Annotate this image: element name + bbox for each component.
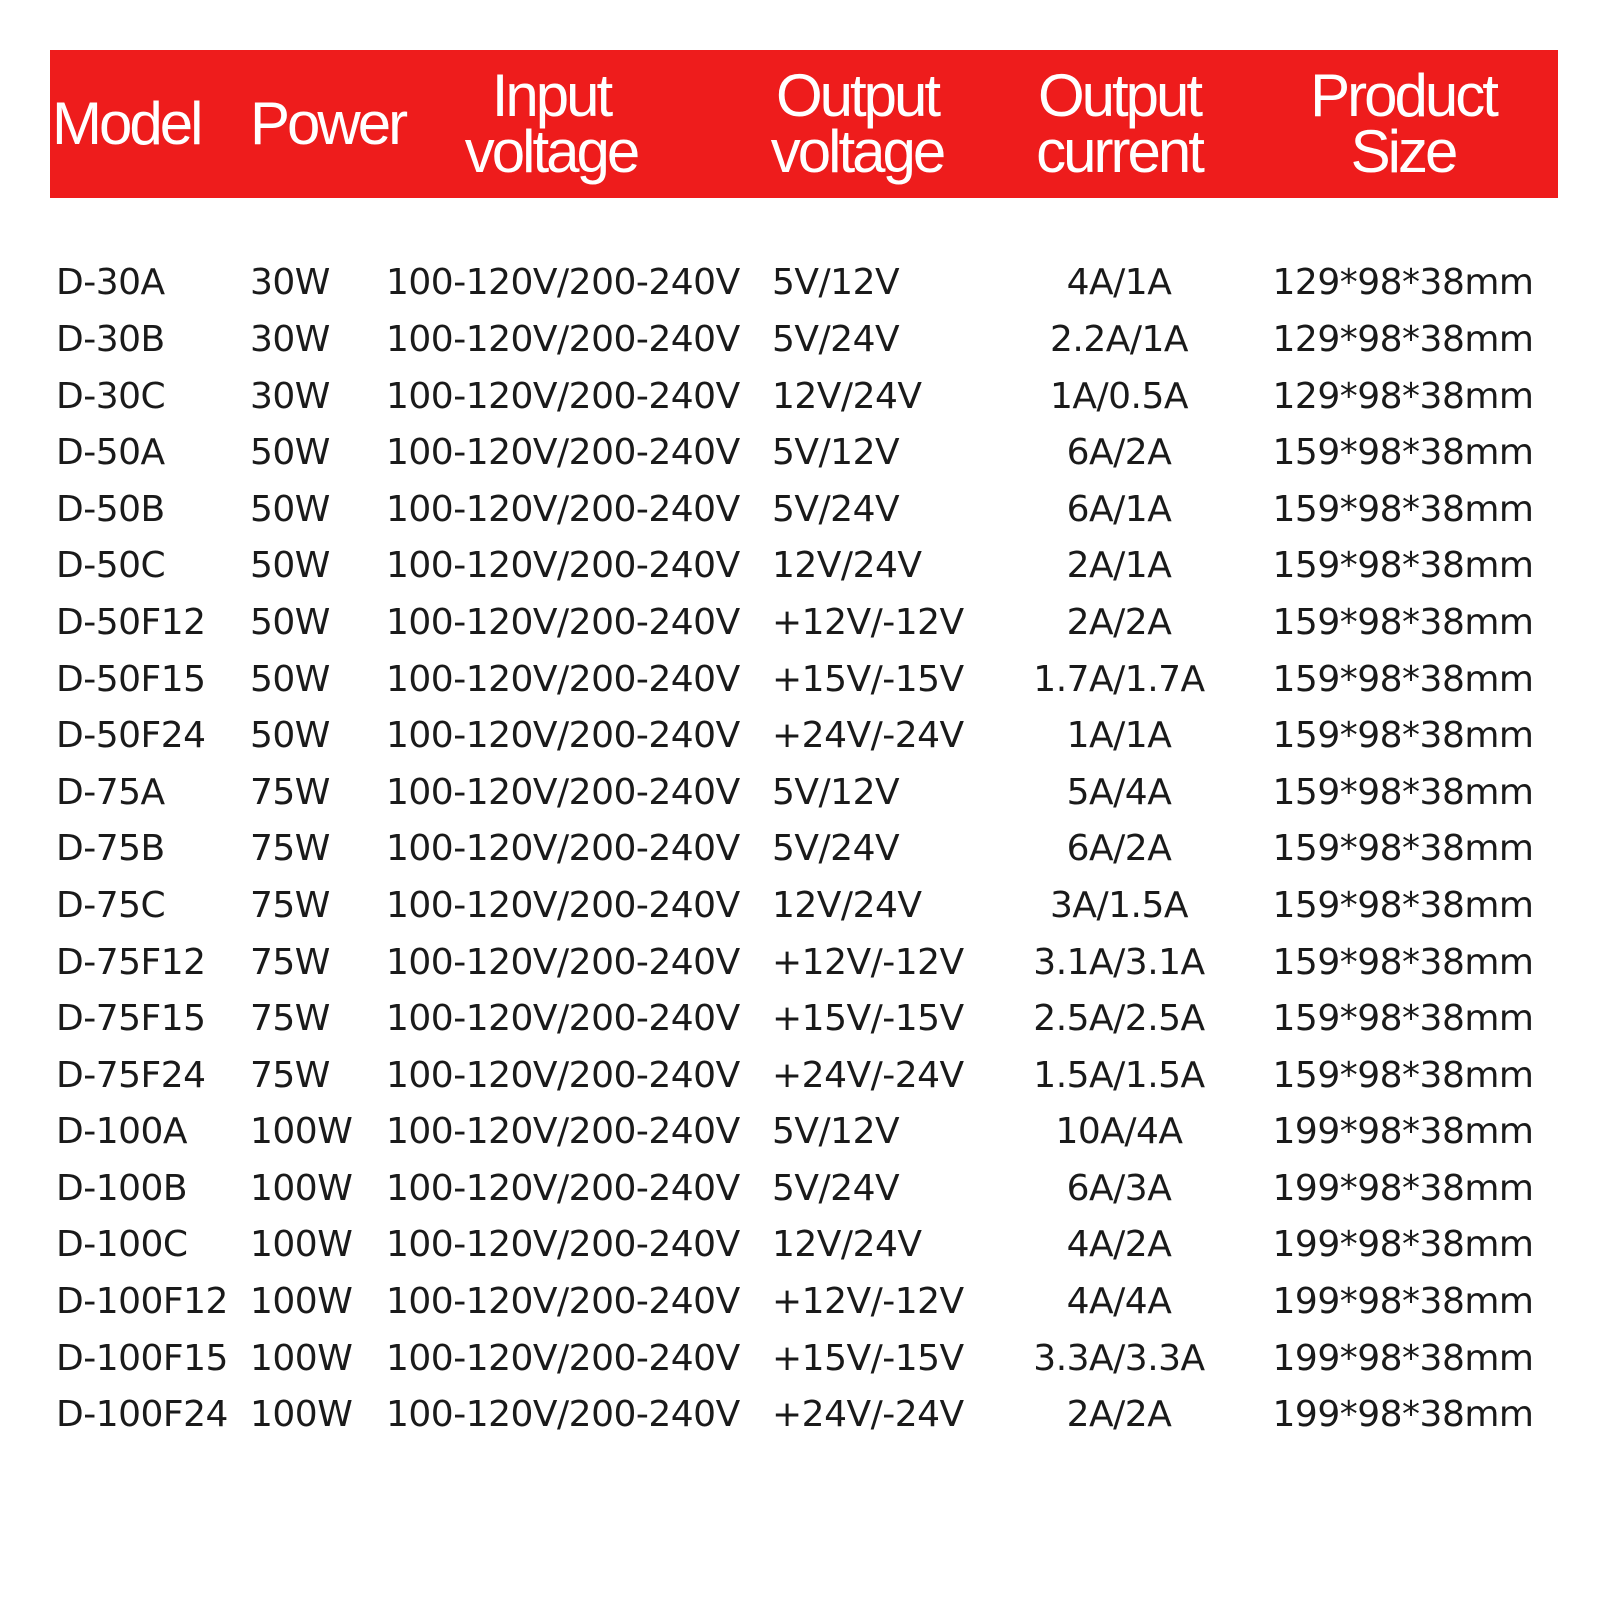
power-cell: 100W <box>250 1167 353 1209</box>
model-cell: D-30C <box>56 375 166 417</box>
product-size-cell: 199*98*38mm <box>1272 1281 1534 1323</box>
model-cell: D-75F15 <box>56 998 206 1040</box>
power-cell: 75W <box>250 771 330 813</box>
product-size-cell: 129*98*38mm <box>1272 318 1534 360</box>
table-row <box>50 764 1558 821</box>
product-size-cell: 159*98*38mm <box>1272 545 1534 587</box>
output-voltage-cell: 5V/24V <box>772 828 900 870</box>
output-voltage-cell: +15V/-15V <box>772 998 964 1040</box>
model-cell: D-50F15 <box>56 658 206 700</box>
output-voltage-cell: +12V/-12V <box>772 941 964 983</box>
output-current-cell: 3A/1.5A <box>1049 884 1189 926</box>
output-voltage-cell: 5V/12V <box>772 262 900 304</box>
power-cell: 100W <box>250 1224 353 1266</box>
output-current-cell: 1.7A/1.7A <box>1033 658 1205 700</box>
model-cell: D-30A <box>56 262 165 304</box>
spacer-cell <box>50 198 1558 255</box>
header-output-voltage <box>724 50 990 198</box>
table-row <box>50 1273 1558 1330</box>
model-cell: D-75F24 <box>56 1054 206 1096</box>
product-size-cell: 159*98*38mm <box>1272 828 1534 870</box>
power-cell: 50W <box>250 488 330 530</box>
output-current-cell: 5A/4A <box>1066 771 1172 813</box>
product-size-cell: 129*98*38mm <box>1272 375 1534 417</box>
product-size-cell: 129*98*38mm <box>1272 262 1534 304</box>
output-voltage-cell: 5V/24V <box>772 318 900 360</box>
table-body <box>50 198 1558 1443</box>
table-row <box>50 594 1558 651</box>
output-voltage-cell: 12V/24V <box>772 1224 922 1266</box>
input-voltage-cell: 100-120V/200-240V <box>386 545 740 587</box>
output-current-cell: 6A/2A <box>1066 828 1172 870</box>
power-cell: 50W <box>250 601 330 643</box>
output-current-cell: 2.5A/2.5A <box>1033 998 1205 1040</box>
model-cell: D-50B <box>56 488 165 530</box>
output-voltage-cell: +24V/-24V <box>772 1054 964 1096</box>
model-cell: D-100B <box>56 1167 188 1209</box>
power-cell: 75W <box>250 941 330 983</box>
power-cell: 100W <box>250 1281 353 1323</box>
output-current-cell: 2A/2A <box>1066 1394 1172 1436</box>
header-product-size <box>1248 50 1558 198</box>
power-cell: 100W <box>250 1111 353 1153</box>
product-size-cell: 159*98*38mm <box>1272 998 1534 1040</box>
model-cell: D-50C <box>56 545 166 587</box>
header-input-voltage-line1: Input <box>491 62 611 129</box>
output-current-cell: 6A/1A <box>1066 488 1172 530</box>
header-output-current <box>990 50 1248 198</box>
header-power <box>246 50 406 198</box>
table-row <box>50 1160 1558 1217</box>
product-size-cell: 199*98*38mm <box>1272 1337 1534 1379</box>
output-current-cell: 4A/2A <box>1066 1224 1172 1266</box>
model-cell: D-75B <box>56 828 165 870</box>
output-voltage-cell: +15V/-15V <box>772 1337 964 1379</box>
model-cell: D-50F12 <box>56 601 206 643</box>
output-current-cell: 3.3A/3.3A <box>1033 1337 1205 1379</box>
input-voltage-cell: 100-120V/200-240V <box>386 601 740 643</box>
input-voltage-cell: 100-120V/200-240V <box>386 262 740 304</box>
header-output-current-line2: current <box>1036 118 1202 185</box>
model-cell: D-100C <box>56 1224 188 1266</box>
input-voltage-cell: 100-120V/200-240V <box>386 1167 740 1209</box>
output-voltage-cell: 5V/12V <box>772 1111 900 1153</box>
model-cell: D-100F12 <box>56 1281 228 1323</box>
input-voltage-cell: 100-120V/200-240V <box>386 318 740 360</box>
input-voltage-cell: 100-120V/200-240V <box>386 1224 740 1266</box>
table-row <box>50 1386 1558 1443</box>
model-cell: D-75C <box>56 884 166 926</box>
output-voltage-cell: 12V/24V <box>772 375 922 417</box>
power-cell: 30W <box>250 375 330 417</box>
table-row <box>50 368 1558 425</box>
product-size-cell: 159*98*38mm <box>1272 941 1534 983</box>
header-model <box>50 50 246 198</box>
output-current-cell: 10A/4A <box>1055 1111 1183 1153</box>
power-cell: 75W <box>250 1054 330 1096</box>
product-size-cell: 159*98*38mm <box>1272 771 1534 813</box>
header-row <box>50 50 1558 198</box>
output-voltage-cell: 12V/24V <box>772 884 922 926</box>
model-cell: D-50F24 <box>56 715 206 757</box>
input-voltage-cell: 100-120V/200-240V <box>386 375 740 417</box>
model-cell: D-100A <box>56 1111 188 1153</box>
power-cell: 100W <box>250 1337 353 1379</box>
table-row <box>50 1330 1558 1387</box>
output-current-cell: 1A/1A <box>1066 715 1172 757</box>
power-cell: 30W <box>250 318 330 360</box>
output-voltage-cell: +24V/-24V <box>772 715 964 757</box>
table-row <box>50 311 1558 368</box>
power-cell: 30W <box>250 262 330 304</box>
output-current-cell: 6A/3A <box>1066 1167 1172 1209</box>
output-voltage-cell: 5V/24V <box>772 1167 900 1209</box>
table-row <box>50 651 1558 708</box>
header-input-voltage-line2: voltage <box>464 118 638 185</box>
power-cell: 50W <box>250 658 330 700</box>
table-row <box>50 821 1558 878</box>
table-row <box>50 255 1558 312</box>
model-cell: D-100F15 <box>56 1337 228 1379</box>
input-voltage-cell: 100-120V/200-240V <box>386 828 740 870</box>
power-cell: 75W <box>250 998 330 1040</box>
product-size-cell: 199*98*38mm <box>1272 1224 1534 1266</box>
power-cell: 75W <box>250 828 330 870</box>
power-cell: 50W <box>250 545 330 587</box>
input-voltage-cell: 100-120V/200-240V <box>386 1337 740 1379</box>
input-voltage-cell: 100-120V/200-240V <box>386 658 740 700</box>
output-current-cell: 4A/4A <box>1066 1281 1172 1323</box>
output-current-cell: 6A/2A <box>1066 432 1172 474</box>
input-voltage-cell: 100-120V/200-240V <box>386 1281 740 1323</box>
power-cell: 100W <box>250 1394 353 1436</box>
output-current-cell: 2A/1A <box>1066 545 1172 587</box>
product-size-cell: 159*98*38mm <box>1272 884 1534 926</box>
header-output-voltage-line2: voltage <box>770 118 944 185</box>
product-size-cell: 159*98*38mm <box>1272 658 1534 700</box>
header-model-label: Model <box>52 90 201 157</box>
model-cell: D-75F12 <box>56 941 206 983</box>
table-row <box>50 1047 1558 1104</box>
table-row <box>50 538 1558 595</box>
product-size-cell: 159*98*38mm <box>1272 1054 1534 1096</box>
table-row <box>50 990 1558 1047</box>
power-cell: 50W <box>250 432 330 474</box>
header-spacer <box>50 198 1558 255</box>
table-row <box>50 1217 1558 1274</box>
table-header <box>50 50 1558 198</box>
product-size-cell: 199*98*38mm <box>1272 1394 1534 1436</box>
output-voltage-cell: 5V/12V <box>772 771 900 813</box>
product-size-cell: 159*98*38mm <box>1272 601 1534 643</box>
model-cell: D-50A <box>56 432 165 474</box>
input-voltage-cell: 100-120V/200-240V <box>386 715 740 757</box>
input-voltage-cell: 100-120V/200-240V <box>386 1111 740 1153</box>
power-cell: 50W <box>250 715 330 757</box>
model-cell: D-100F24 <box>56 1394 228 1436</box>
input-voltage-cell: 100-120V/200-240V <box>386 998 740 1040</box>
model-cell: D-75A <box>56 771 165 813</box>
output-current-cell: 2A/2A <box>1066 601 1172 643</box>
input-voltage-cell: 100-120V/200-240V <box>386 771 740 813</box>
output-voltage-cell: +12V/-12V <box>772 601 964 643</box>
output-current-cell: 3.1A/3.1A <box>1033 941 1205 983</box>
output-voltage-cell: 12V/24V <box>772 545 922 587</box>
output-current-cell: 2.2A/1A <box>1049 318 1189 360</box>
header-product-size-line1: Product <box>1310 62 1496 129</box>
input-voltage-cell: 100-120V/200-240V <box>386 1394 740 1436</box>
table-row <box>50 934 1558 991</box>
table-row <box>50 1104 1558 1161</box>
product-size-cell: 159*98*38mm <box>1272 488 1534 530</box>
table-row <box>50 424 1558 481</box>
output-current-cell: 4A/1A <box>1066 262 1172 304</box>
input-voltage-cell: 100-120V/200-240V <box>386 941 740 983</box>
model-cell: D-30B <box>56 318 165 360</box>
input-voltage-cell: 100-120V/200-240V <box>386 488 740 530</box>
header-input-voltage <box>378 50 724 198</box>
output-voltage-cell: +24V/-24V <box>772 1394 964 1436</box>
header-output-current-line1: Output <box>1037 62 1201 129</box>
header-power-label: Power <box>250 90 406 157</box>
power-supply-spec-table <box>50 50 1558 1443</box>
table-row <box>50 481 1558 538</box>
product-size-cell: 159*98*38mm <box>1272 432 1534 474</box>
output-voltage-cell: +15V/-15V <box>772 658 964 700</box>
product-size-cell: 199*98*38mm <box>1272 1111 1534 1153</box>
table-row <box>50 877 1558 934</box>
product-size-cell: 159*98*38mm <box>1272 715 1534 757</box>
output-voltage-cell: +12V/-12V <box>772 1281 964 1323</box>
input-voltage-cell: 100-120V/200-240V <box>386 1054 740 1096</box>
output-voltage-cell: 5V/24V <box>772 488 900 530</box>
header-output-voltage-line1: Output <box>775 62 939 129</box>
output-current-cell: 1A/0.5A <box>1049 375 1189 417</box>
input-voltage-cell: 100-120V/200-240V <box>386 432 740 474</box>
power-cell: 75W <box>250 884 330 926</box>
header-product-size-line2: Size <box>1350 118 1456 185</box>
output-current-cell: 1.5A/1.5A <box>1033 1054 1205 1096</box>
output-voltage-cell: 5V/12V <box>772 432 900 474</box>
product-size-cell: 199*98*38mm <box>1272 1167 1534 1209</box>
table-row <box>50 707 1558 764</box>
input-voltage-cell: 100-120V/200-240V <box>386 884 740 926</box>
